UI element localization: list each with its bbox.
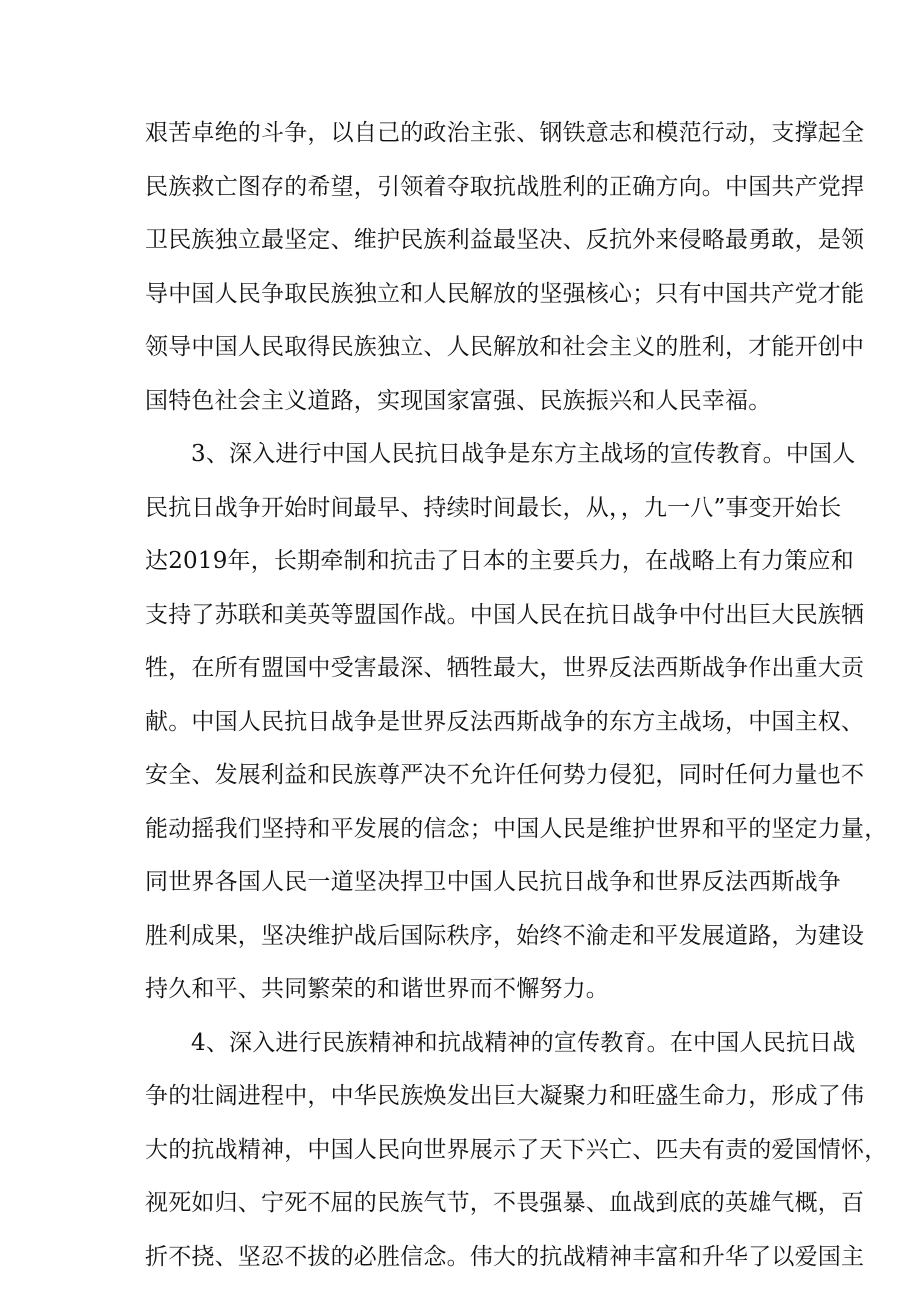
text-line: 能动摇我们坚持和平发展的信念；中国人民是维护世界和平的坚定力量， [145, 815, 888, 842]
text-line: 卫民族独立最坚定、维护民族利益最坚决、反抗外来侵略最勇敢，是领 [145, 227, 865, 253]
document-body [145, 107, 888, 1284]
paragraph-2 [145, 428, 888, 1017]
text-line: 大的抗战精神，中国人民向世界展示了天下兴亡、匹夫有责的爱国情怀， [145, 1136, 888, 1163]
text-line: 折不挠、坚忍不拔的必胜信念。伟大的抗战精神丰富和升华了以爱国主 [145, 1243, 865, 1270]
text-line: 民族救亡图存的希望，引领着夺取抗战胜利的正确方向。中国共产党捍 [145, 173, 865, 200]
text-line: 持久和平、共同繁荣的和谐世界而不懈努力。 [145, 976, 609, 1002]
text-line: 献。中国人民抗日战争是世界反法西斯战争的东方主战场，中国主权、 [145, 708, 865, 735]
text-line: 民抗日战争开始时间最早、持续时间最长，从，，九一八”事变开始长 [145, 494, 842, 521]
text-line: 支持了苏联和美英等盟国作战。中国人民在抗日战争中付出巨大民族牺 [145, 601, 865, 628]
text-line: 艰苦卓绝的斗争，以自己的政治主张、钢铁意志和模范行动，支撑起全 [145, 120, 865, 146]
text-line: 视死如归、宁死不屈的民族气节，不畏强暴、血战到底的英雄气概，百 [145, 1190, 865, 1216]
text-line: 3、深入进行中国人民抗日战争是东方主战场的宣传教育。中国人 [191, 441, 856, 467]
text-line: 国特色社会主义道路，实现国家富强、民族振兴和人民幸福。 [145, 387, 772, 414]
paragraph-1 [145, 107, 865, 428]
text-line: 争的壮阔进程中，中华民族焕发出巨大凝聚力和旺盛生命力，形成了伟 [145, 1083, 865, 1109]
text-line: 同世界各国人民一道坚决捍卫中国人民抗日战争和世界反法西斯战争 [145, 869, 841, 895]
text-line: 达2019年，长期牵制和抗击了日本的主要兵力，在战略上有力策应和 [145, 548, 854, 574]
text-line: 导中国人民争取民族独立和人民解放的坚强核心；只有中国共产党才能 [145, 280, 865, 307]
text-line: 牲，在所有盟国中受害最深、牺牲最大，世界反法西斯战争作出重大贡 [145, 655, 865, 681]
text-line: 领导中国人民取得民族独立、人民解放和社会主义的胜利，才能开创中 [145, 334, 865, 360]
text-line: 安全、发展利益和民族尊严决不允许任何势力侵犯，同时任何力量也不 [145, 762, 865, 788]
paragraph-3 [145, 1017, 888, 1285]
text-line: 胜利成果，坚决维护战后国际秩序，始终不渝走和平发展道路，为建设 [145, 922, 865, 949]
text-line: 4、深入进行民族精神和抗战精神的宣传教育。在中国人民抗日战 [191, 1029, 856, 1056]
